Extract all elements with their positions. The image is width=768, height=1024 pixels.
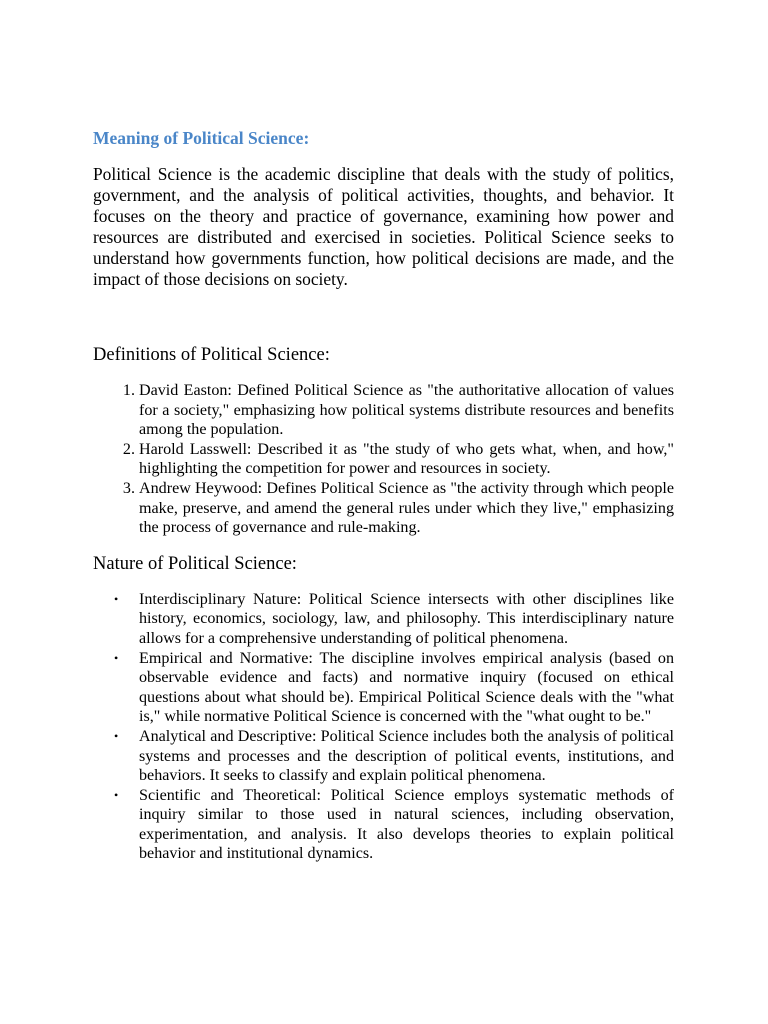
bullet-icon: • <box>114 728 119 743</box>
nature-item <box>114 649 674 727</box>
bullet-icon: • <box>114 787 119 802</box>
nature-item-text: Empirical and Normative: The discipline involves empirical analysis (based on observable evidence and facts) and normative inquiry (focused on ethical questions about what should be). Empirical Political Science deals with the "what is," while normative Political Science is concerned with the "what ought to be." <box>139 649 674 726</box>
definition-item: 2. Harold Lasswell: Described it as "the study of who gets what, when, and how," highlighting the competition for power and resources in society. <box>139 440 674 479</box>
nature-item <box>114 727 674 786</box>
nature-list <box>93 590 674 864</box>
nature-item <box>114 590 674 649</box>
meaning-heading: Meaning of Political Science: <box>93 128 310 148</box>
definitions-list <box>93 381 674 538</box>
document-page <box>93 126 674 864</box>
definitions-heading: Definitions of Political Science: <box>93 345 330 365</box>
nature-item-text: Analytical and Descriptive: Political Science includes both the analysis of political systems and processes and the description of political events, institutions, and behaviors. It seeks to classify and explain political phenomena. <box>139 727 674 785</box>
nature-heading: Nature of Political Science: <box>93 553 297 574</box>
bullet-icon: • <box>114 591 119 606</box>
meaning-paragraph: Political Science is the academic discipline that deals with the study of politics, government, and the analysis of political activities, thoughts, and behavior. It focuses on the theory and practice of governance, examining how power and resources are distributed and exercised in societies. Political Science seeks to understand how governments function, how political decisions are made, and the impact of those decisions on society. <box>93 164 674 289</box>
nature-item-text: Interdisciplinary Nature: Political Science intersects with other disciplines like history, economics, sociology, law, and philosophy. This interdisciplinary nature allows for a comprehensive understanding of political phenomena. <box>139 590 674 647</box>
bullet-icon: • <box>114 650 119 665</box>
definition-item: 1. David Easton: Defined Political Science as "the authoritative allocation of values for a society," emphasizing how political systems distribute resources and benefits among the population. <box>139 381 674 440</box>
nature-item <box>114 786 674 864</box>
definition-item: 3. Andrew Heywood: Defines Political Science as "the activity through which people make, preserve, and amend the general rules under which they live," emphasizing the process of governance and rule-making. <box>139 479 674 538</box>
nature-item-text: Scientific and Theoretical: Political Science employs systematic methods of inquiry similar to those used in natural sciences, including observation, experimentation, and analysis. It also develops theories to explain political behavior and institutional dynamics. <box>139 786 674 863</box>
